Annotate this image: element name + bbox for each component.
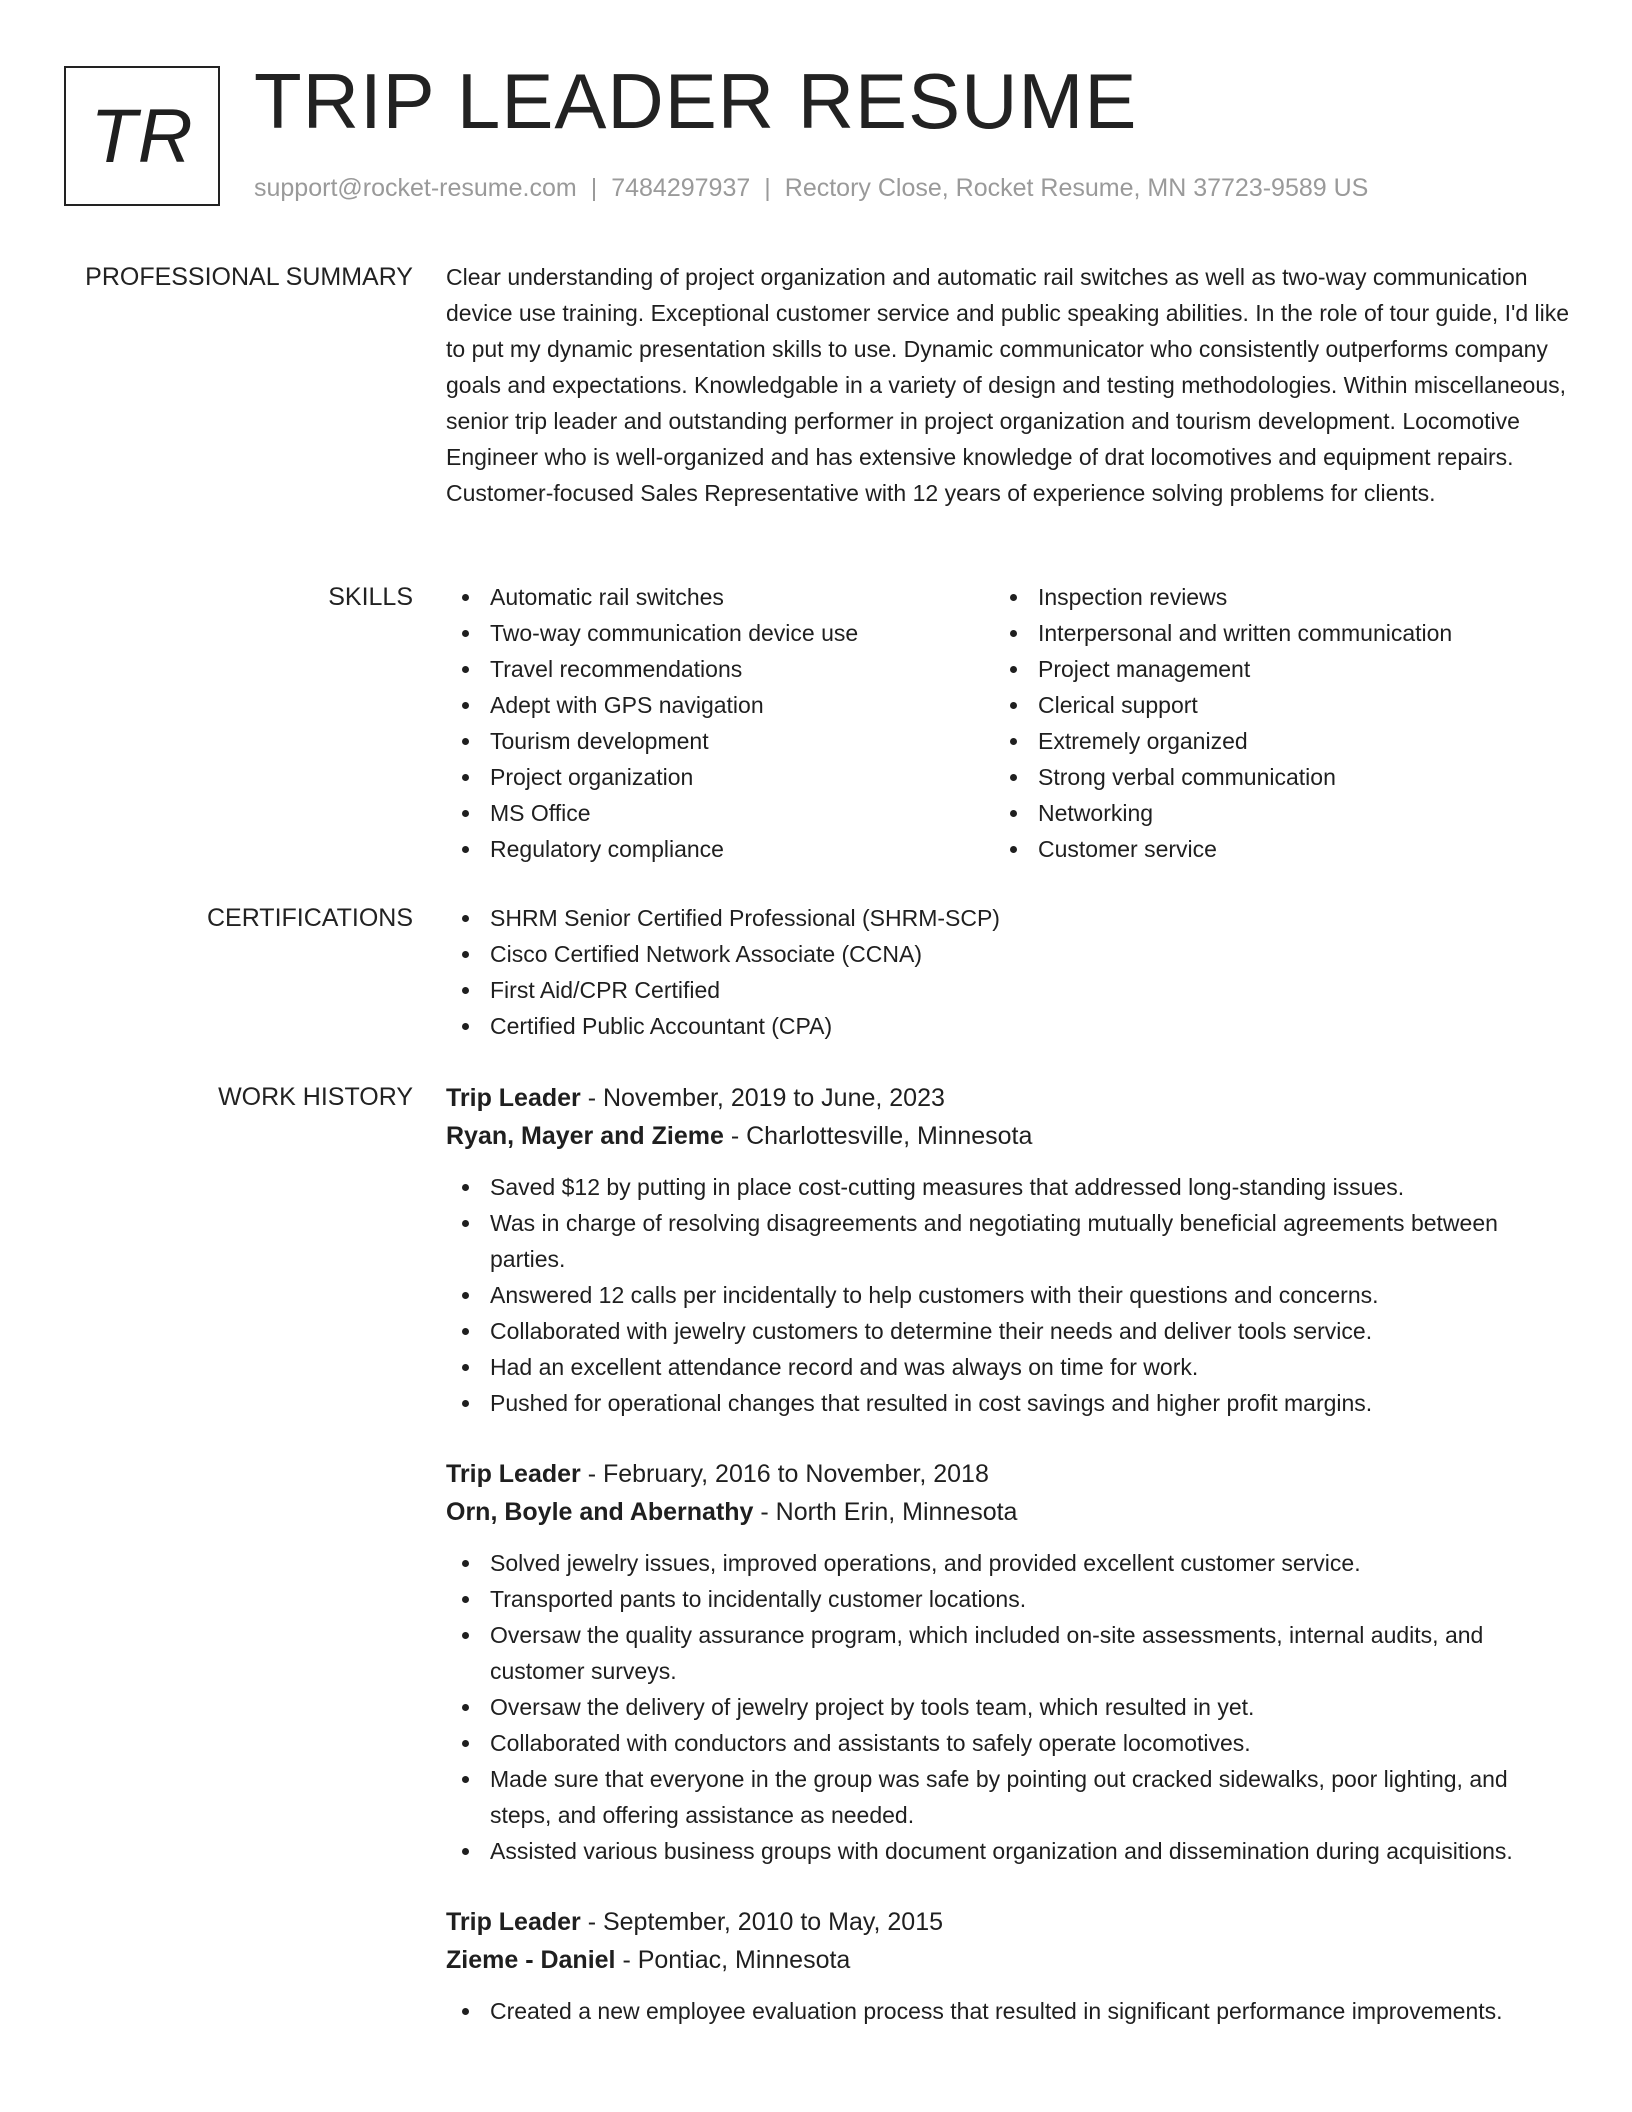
work-history-heading: WORK HISTORY: [218, 1083, 413, 1111]
skills-list-right: [994, 579, 1542, 867]
certifications-heading: CERTIFICATIONS: [206, 904, 413, 932]
skill-item: Tourism development: [446, 723, 994, 759]
skills-body: [446, 579, 1570, 867]
job-bullet: Transported pants to incidentally customer locations.: [446, 1581, 1570, 1617]
job-location: - North Erin, Minnesota: [753, 1498, 1018, 1526]
job-entry: [446, 1903, 1570, 2029]
contact-email: support@rocket-resume.com: [254, 174, 577, 202]
skill-item: Inspection reviews: [994, 579, 1542, 615]
job-bullet: Assisted various business groups with document organization and dissemination during acquisitions.: [446, 1833, 1570, 1869]
summary-heading: PROFESSIONAL SUMMARY: [85, 263, 413, 291]
skill-item: Strong verbal communication: [994, 759, 1542, 795]
job-company: Zieme - Daniel: [446, 1946, 616, 1974]
job-title: Trip Leader: [446, 1084, 581, 1112]
job-title: Trip Leader: [446, 1460, 581, 1488]
job-company-line: [446, 1493, 1570, 1531]
certification-item: SHRM Senior Certified Professional (SHRM-SCP): [446, 900, 1570, 936]
resume-title: TRIP LEADER RESUME: [254, 57, 1138, 145]
job-title-line: [446, 1903, 1570, 1941]
certifications-body: [446, 900, 1570, 1044]
job-title-line: [446, 1455, 1570, 1493]
skills-heading: SKILLS: [328, 583, 413, 611]
skill-item: MS Office: [446, 795, 994, 831]
skill-item: Project management: [994, 651, 1542, 687]
job-bullet: Oversaw the quality assurance program, which included on-site assessments, internal audits, and customer surveys.: [446, 1617, 1570, 1689]
certifications-list: [446, 900, 1570, 1044]
certification-item: Cisco Certified Network Associate (CCNA): [446, 936, 1570, 972]
job-bullet: Had an excellent attendance record and was always on time for work.: [446, 1349, 1570, 1385]
job-entry: [446, 1455, 1570, 1869]
job-title-line: [446, 1079, 1570, 1117]
job-dates: - September, 2010 to May, 2015: [580, 1908, 944, 1936]
job-dates: - November, 2019 to June, 2023: [580, 1084, 945, 1112]
skill-item: Automatic rail switches: [446, 579, 994, 615]
skill-item: Project organization: [446, 759, 994, 795]
skill-item: Two-way communication device use: [446, 615, 994, 651]
job-bullet: Oversaw the delivery of jewelry project by tools team, which resulted in yet.: [446, 1689, 1570, 1725]
job-bullets: [446, 1993, 1570, 2029]
skill-item: Networking: [994, 795, 1542, 831]
job-bullet: Saved $12 by putting in place cost-cutting measures that addressed long-standing issues.: [446, 1169, 1570, 1205]
job-bullet: Made sure that everyone in the group was safe by pointing out cracked sidewalks, poor lighting, and steps, and offering assistance as needed.: [446, 1761, 1570, 1833]
job-entry: [446, 1079, 1570, 1421]
skills-list-left: [446, 579, 994, 867]
initials-monogram: [64, 66, 220, 206]
skill-item: Regulatory compliance: [446, 831, 994, 867]
contact-separator: |: [764, 174, 771, 202]
job-location: - Pontiac, Minnesota: [615, 1946, 851, 1974]
job-location: - Charlottesville, Minnesota: [723, 1122, 1033, 1150]
skill-item: Adept with GPS navigation: [446, 687, 994, 723]
skill-item: Customer service: [994, 831, 1542, 867]
skill-item: Interpersonal and written communication: [994, 615, 1542, 651]
summary-body: [446, 259, 1570, 511]
job-title: Trip Leader: [446, 1908, 581, 1936]
skill-item: Extremely organized: [994, 723, 1542, 759]
job-bullets: [446, 1169, 1570, 1421]
summary-text: Clear understanding of project organization and automatic rail switches as well as two-way communication device use training. Exceptional customer service and public speaking abilities. In the role of tour guide, I'd like to put my dynamic presentation skills to use. Dynamic communicator who consistently outperforms company goals and expectations. Knowledgable in a variety of design and testing methodologies. Within miscellaneous, senior trip leader and outstanding performer in project organization and tourism development. Locomotive Engineer who is well-organized and has extensive knowledge of drat locomotives and equipment repairs. Customer-focused Sales Representative with 12 years of experience solving problems for clients.: [446, 264, 1570, 506]
job-bullet: Was in charge of resolving disagreements and negotiating mutually beneficial agreements between parties.: [446, 1205, 1570, 1277]
contact-separator: |: [590, 174, 598, 202]
job-dates: - February, 2016 to November, 2018: [580, 1460, 989, 1488]
job-bullet: Answered 12 calls per incidentally to help customers with their questions and concerns.: [446, 1277, 1570, 1313]
job-bullet: Pushed for operational changes that resulted in cost savings and higher profit margins.: [446, 1385, 1570, 1421]
contact-phone: 7484297937: [611, 174, 751, 202]
job-company: Orn, Boyle and Abernathy: [446, 1498, 754, 1526]
initials-text: TR: [90, 93, 194, 179]
certification-item: Certified Public Accountant (CPA): [446, 1008, 1570, 1044]
job-company-line: [446, 1941, 1570, 1979]
job-bullet: Created a new employee evaluation process that resulted in significant performance improvements.: [446, 1993, 1570, 2029]
contact-address: Rectory Close, Rocket Resume, MN 37723-9589 US: [784, 174, 1369, 202]
job-bullet: Collaborated with jewelry customers to determine their needs and deliver tools service.: [446, 1313, 1570, 1349]
skill-item: Clerical support: [994, 687, 1542, 723]
work-history-body: [446, 1079, 1570, 2063]
job-bullets: [446, 1545, 1570, 1869]
job-company: Ryan, Mayer and Zieme: [446, 1122, 724, 1150]
job-company-line: [446, 1117, 1570, 1155]
job-bullet: Collaborated with conductors and assistants to safely operate locomotives.: [446, 1725, 1570, 1761]
skill-item: Travel recommendations: [446, 651, 994, 687]
certification-item: First Aid/CPR Certified: [446, 972, 1570, 1008]
job-bullet: Solved jewelry issues, improved operations, and provided excellent customer service.: [446, 1545, 1570, 1581]
contact-line: [254, 174, 1368, 203]
